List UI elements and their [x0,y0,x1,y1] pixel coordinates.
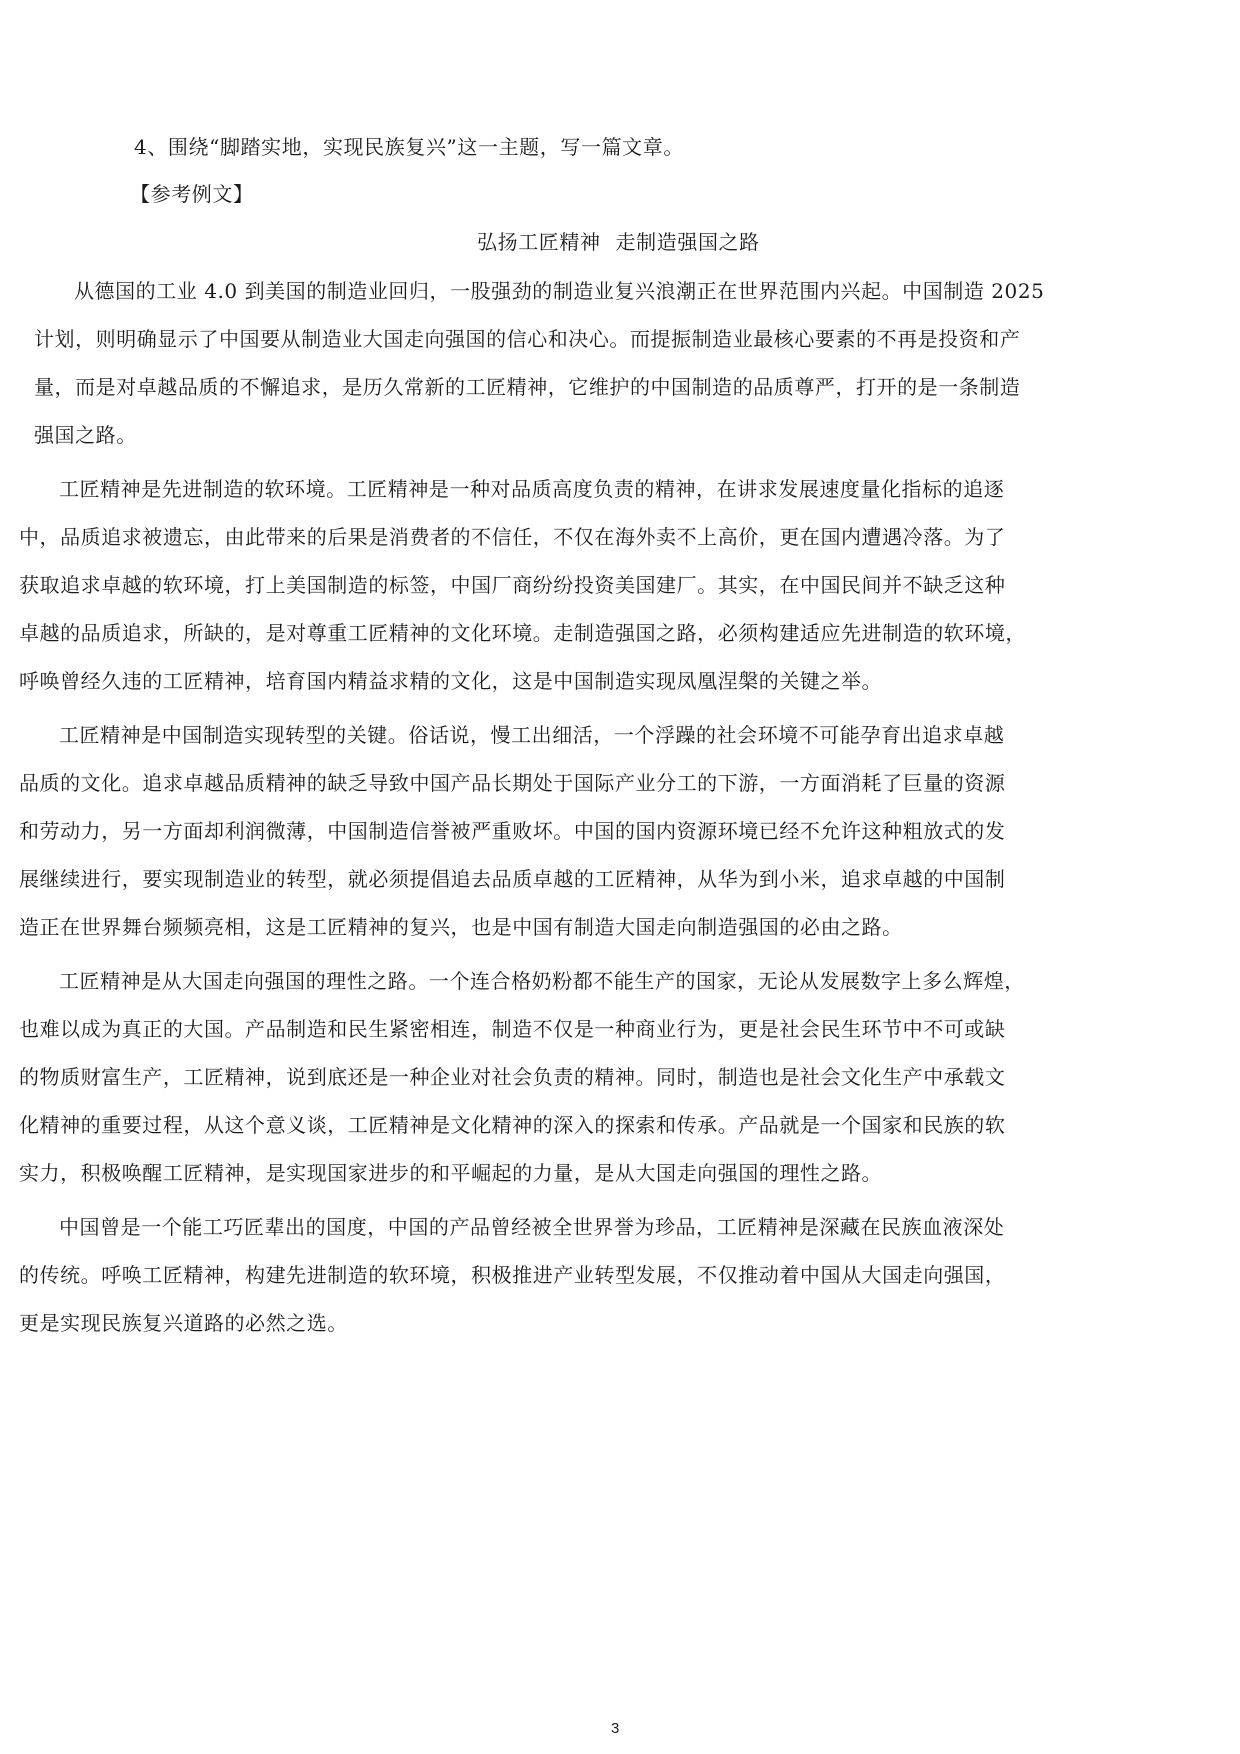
paragraph-line: 更是实现民族复兴道路的必然之选。 [19,1311,348,1335]
reference-label: 【参考例文】 [130,182,254,206]
paragraph-line: 获取追求卓越的软环境，打上美国制造的标签，中国厂商纷纷投资美国建厂。其实，在中国民间并不缺乏这种 [19,573,1006,597]
paragraph-line: 中，品质追求被遗忘，由此带来的后果是消费者的不信任，不仅在海外卖不上高价，更在国内遭遇冷落。为了 [19,525,1006,549]
paragraph-line: 展继续进行，要实现制造业的转型，就必须提倡追去品质卓越的工匠精神，从华为到小米，追求卓越的中国制 [19,867,1006,891]
essay-prompt: 4、围绕“脚踏实地，实现民族复兴”这一主题，写一篇文章。 [134,135,684,159]
paragraph-line: 的传统。呼唤工匠精神，构建先进制造的软环境，积极推进产业转型发展，不仅推动着中国从大国走向强国， [19,1263,1006,1287]
paragraph-line: 计划，则明确显示了中国要从制造业大国走向强国的信心和决心。而提振制造业最核心要素的不再是投资和产 [34,327,1021,351]
paragraph-line: 工匠精神是从大国走向强国的理性之路。一个连合格奶粉都不能生产的国家，无论从发展数字上多么辉煌， [59,969,1025,993]
paragraph-line: 化精神的重要过程，从这个意义谈，工匠精神是文化精神的深入的探索和传承。产品就是一个国家和民族的软 [19,1113,1006,1137]
paragraph-line: 的物质财富生产，工匠精神，说到底还是一种企业对社会负责的精神。同时，制造也是社会文化生产中承载文 [19,1065,1006,1089]
paragraph-line: 造正在世界舞台频频亮相，这是工匠精神的复兴，也是中国有制造大国走向制造强国的必由之路。 [19,915,903,939]
paragraph-line: 工匠精神是中国制造实现转型的关键。俗话说，慢工出细活，一个浮躁的社会环境不可能孕育出追求卓越 [59,723,1005,747]
paragraph-line: 从德国的工业 4.0 到美国的制造业回归，一股强劲的制造业复兴浪潮正在世界范围内兴起。中国制造 2025 [74,279,1045,303]
essay-title: 弘扬工匠精神 走制造强国之路 [477,230,760,254]
paragraph-line: 工匠精神是先进制造的软环境。工匠精神是一种对品质高度负责的精神，在讲求发展速度量化指标的追逐 [59,477,1005,501]
paragraph-line: 卓越的品质追求，所缺的，是对尊重工匠精神的文化环境。走制造强国之路，必须构建适应先进制造的软环境， [19,621,1026,645]
paragraph-line: 强国之路。 [34,423,137,447]
paragraph-line: 中国曾是一个能工巧匠辈出的国度，中国的产品曾经被全世界誉为珍品，工匠精神是深藏在民族血液深处 [59,1215,1005,1239]
paragraph-line: 实力，积极唤醒工匠精神，是实现国家进步的和平崛起的力量，是从大国走向强国的理性之路。 [19,1161,883,1185]
paragraph-line: 和劳动力，另一方面却利润微薄，中国制造信誉被严重败坏。中国的国内资源环境已经不允许这种粗放式的发 [19,819,1006,843]
paragraph-line: 也难以成为真正的大国。产品制造和民生紧密相连，制造不仅是一种商业行为，更是社会民生环节中不可或缺 [19,1017,1006,1041]
page-number: 3 [611,1720,620,1737]
paragraph-line: 呼唤曾经久违的工匠精神，培育国内精益求精的文化，这是中国制造实现凤凰涅槃的关键之举。 [19,669,883,693]
paragraph-line: 品质的文化。追求卓越品质精神的缺乏导致中国产品长期处于国际产业分工的下游，一方面消耗了巨量的资源 [19,771,1006,795]
paragraph-line: 量，而是对卓越品质的不懈追求，是历久常新的工匠精神，它维护的中国制造的品质尊严，打开的是一条制造 [34,375,1021,399]
